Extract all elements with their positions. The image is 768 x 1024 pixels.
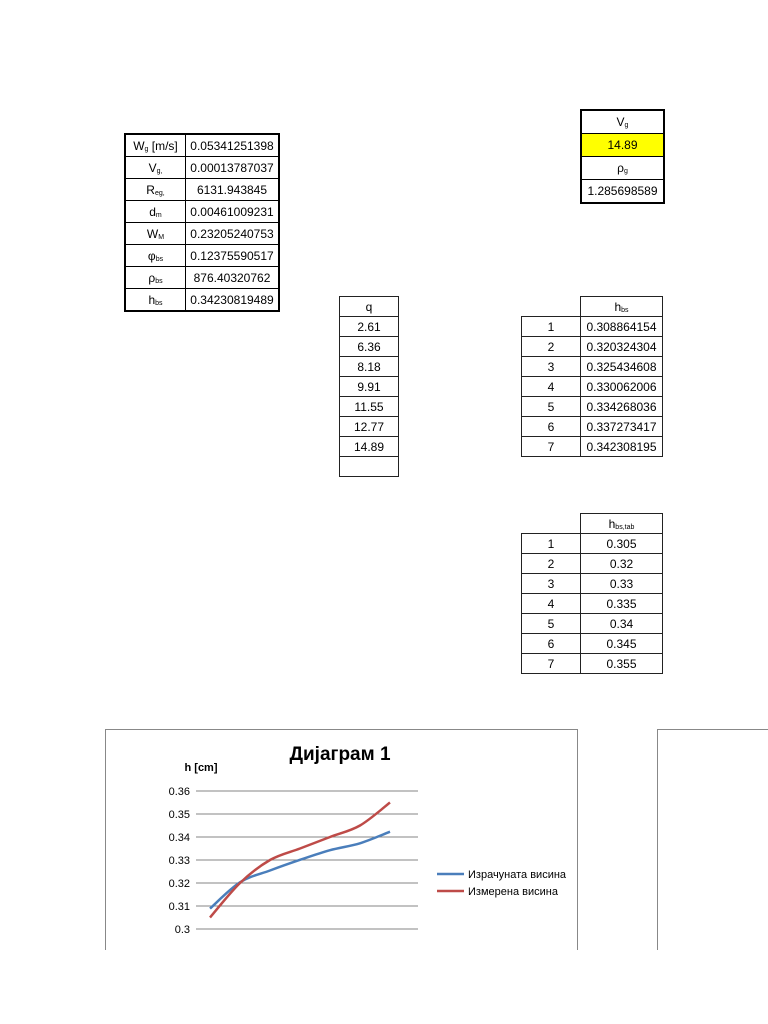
q-cell[interactable]: 9.91 bbox=[340, 377, 399, 397]
param-row bbox=[125, 289, 279, 312]
q-table bbox=[339, 296, 399, 477]
chart-title: Дијаграм 1 bbox=[289, 744, 391, 765]
q-cell[interactable]: 14.89 bbox=[340, 437, 399, 457]
hbs-table bbox=[521, 296, 663, 457]
param-row bbox=[125, 134, 279, 157]
q-cell[interactable]: 8.18 bbox=[340, 357, 399, 377]
y-tick-label: 0.33 bbox=[168, 855, 190, 867]
hbs-cell[interactable]: 0.320324304 bbox=[581, 337, 663, 357]
q-cell[interactable]: 12.77 bbox=[340, 417, 399, 437]
q-header: q bbox=[340, 297, 399, 317]
param-row bbox=[125, 179, 279, 201]
hbs-tab-table bbox=[521, 513, 663, 674]
q-cell[interactable] bbox=[340, 457, 399, 477]
row-index: 2 bbox=[522, 337, 581, 357]
param-value[interactable]: 0.34230819489 bbox=[186, 289, 280, 312]
y-tick-label: 0.32 bbox=[168, 878, 190, 890]
param-row bbox=[125, 245, 279, 267]
param-value[interactable]: 0.00461009231 bbox=[186, 201, 280, 223]
hbs-tab-cell[interactable]: 0.32 bbox=[581, 554, 663, 574]
row-index: 1 bbox=[522, 317, 581, 337]
row-index: 7 bbox=[522, 437, 581, 457]
param-value[interactable]: 0.12375590517 bbox=[186, 245, 280, 267]
hbs-cell[interactable]: 0.330062006 bbox=[581, 377, 663, 397]
y-tick-label: 0.36 bbox=[168, 786, 190, 798]
parameters-table bbox=[124, 133, 280, 312]
param-label: $d_m$ bbox=[125, 201, 186, 223]
row-index: 6 bbox=[522, 417, 581, 437]
q-cell[interactable]: 2.61 bbox=[340, 317, 399, 337]
param-label: $V_{g,}$ bbox=[125, 157, 186, 179]
param-label: $R_{eg,}$ bbox=[125, 179, 186, 201]
param-value[interactable]: 0.23205240753 bbox=[186, 223, 280, 245]
param-value[interactable]: 876.40320762 bbox=[186, 267, 280, 289]
row-index: 5 bbox=[522, 614, 581, 634]
chart-legend bbox=[437, 869, 567, 898]
row-index: 3 bbox=[522, 574, 581, 594]
vg-rho-table bbox=[580, 109, 665, 204]
param-row bbox=[125, 223, 279, 245]
second-chart-edge bbox=[657, 729, 768, 950]
row-index: 1 bbox=[522, 534, 581, 554]
row-index: 5 bbox=[522, 397, 581, 417]
param-label: $W_M$ bbox=[125, 223, 186, 245]
y-axis-label: h [cm] bbox=[184, 762, 218, 774]
param-label: $\rho_{bs}$ bbox=[125, 267, 186, 289]
hbs-tab-cell[interactable]: 0.305 bbox=[581, 534, 663, 554]
chart-grid bbox=[196, 791, 418, 929]
hbs-cell[interactable]: 0.308864154 bbox=[581, 317, 663, 337]
y-tick-label: 0.34 bbox=[168, 832, 190, 844]
hbs-tab-cell[interactable]: 0.34 bbox=[581, 614, 663, 634]
hbs-cell[interactable]: 0.334268036 bbox=[581, 397, 663, 417]
hbs-tab-cell[interactable]: 0.335 bbox=[581, 594, 663, 614]
y-axis-ticks bbox=[169, 786, 190, 936]
rho-label: $\rho_g$ bbox=[581, 157, 664, 180]
row-index: 4 bbox=[522, 594, 581, 614]
row-index: 4 bbox=[522, 377, 581, 397]
chart-canvas bbox=[106, 730, 577, 950]
param-label: $W_g$ [m/s] bbox=[125, 134, 186, 157]
param-value[interactable]: 6131.943845 bbox=[186, 179, 280, 201]
q-cell[interactable]: 11.55 bbox=[340, 397, 399, 417]
row-index: 2 bbox=[522, 554, 581, 574]
hbs-cell[interactable]: 0.325434608 bbox=[581, 357, 663, 377]
rho-value[interactable]: 1.285698589 bbox=[581, 180, 664, 204]
legend-label: Израчуната висина bbox=[468, 869, 567, 881]
vg-label: $V_g$ bbox=[581, 110, 664, 134]
legend-label: Измерена висина bbox=[468, 886, 558, 898]
param-row bbox=[125, 201, 279, 223]
row-index: 6 bbox=[522, 634, 581, 654]
param-label: $\varphi_{bs}$ bbox=[125, 245, 186, 267]
q-cell[interactable]: 6.36 bbox=[340, 337, 399, 357]
vg-value[interactable]: 14.89 bbox=[581, 134, 664, 157]
param-label: $h_{bs}$ bbox=[125, 289, 186, 312]
param-value[interactable]: 0.05341251398 bbox=[186, 134, 280, 157]
hbs-header: $h_{bs}$ bbox=[581, 297, 663, 317]
param-row bbox=[125, 267, 279, 289]
y-tick-label: 0.3 bbox=[174, 924, 190, 936]
hbs-tab-cell[interactable]: 0.345 bbox=[581, 634, 663, 654]
y-tick-label: 0.31 bbox=[168, 901, 190, 913]
param-row bbox=[125, 157, 279, 179]
hbs-tab-cell[interactable]: 0.33 bbox=[581, 574, 663, 594]
row-index: 7 bbox=[522, 654, 581, 674]
hbs-tab-cell[interactable]: 0.355 bbox=[581, 654, 663, 674]
hbs-cell[interactable]: 0.337273417 bbox=[581, 417, 663, 437]
y-tick-label: 0.35 bbox=[168, 809, 190, 821]
hbs-tab-header: $h_{bs,tab}$ bbox=[581, 514, 663, 534]
line-chart[interactable] bbox=[105, 729, 578, 950]
series-line bbox=[210, 832, 390, 909]
param-value[interactable]: 0.00013787037 bbox=[186, 157, 280, 179]
hbs-cell[interactable]: 0.342308195 bbox=[581, 437, 663, 457]
row-index: 3 bbox=[522, 357, 581, 377]
